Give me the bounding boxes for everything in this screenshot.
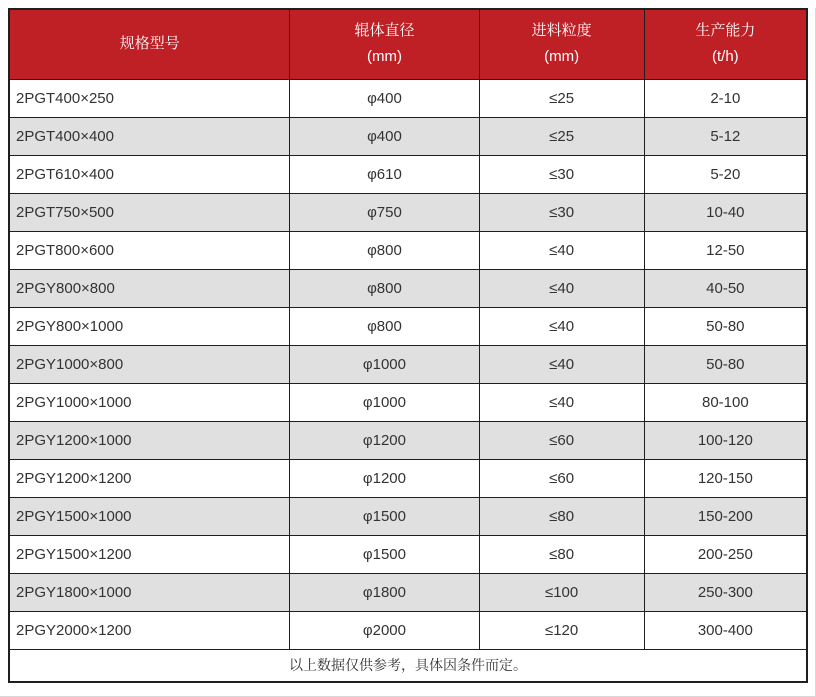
feed-size-cell: ≤60 — [479, 421, 644, 459]
column-header-feed-size-label: 进料粒度 — [531, 22, 592, 40]
capacity-cell: 120-150 — [644, 459, 807, 497]
column-header-capacity-unit: (t/h) — [712, 47, 739, 65]
table-header — [9, 9, 807, 79]
spec-row — [9, 269, 807, 307]
capacity-cell: 2-10 — [644, 79, 807, 117]
capacity-cell: 40-50 — [644, 269, 807, 307]
spec-row — [9, 155, 807, 193]
model-cell: 2PGT400×250 — [9, 79, 290, 117]
column-header-roller-diameter — [290, 9, 479, 79]
spec-row — [9, 497, 807, 535]
footer-note: 以上数据仅供参考，具体因条件而定。 — [9, 649, 807, 682]
capacity-cell: 5-12 — [644, 117, 807, 155]
feed-size-cell: ≤100 — [479, 573, 644, 611]
feed-size-cell: ≤80 — [479, 535, 644, 573]
diameter-cell: φ1500 — [290, 535, 479, 573]
diameter-cell: φ800 — [290, 307, 479, 345]
spec-row — [9, 79, 807, 117]
capacity-cell: 12-50 — [644, 231, 807, 269]
capacity-cell: 250-300 — [644, 573, 807, 611]
model-cell: 2PGT800×600 — [9, 231, 290, 269]
diameter-cell: φ1500 — [290, 497, 479, 535]
spec-table-body — [9, 79, 807, 649]
capacity-cell: 10-40 — [644, 193, 807, 231]
model-cell: 2PGT610×400 — [9, 155, 290, 193]
feed-size-cell: ≤25 — [479, 117, 644, 155]
capacity-cell: 150-200 — [644, 497, 807, 535]
spec-table-container — [8, 8, 808, 683]
capacity-cell: 50-80 — [644, 307, 807, 345]
feed-size-cell: ≤40 — [479, 307, 644, 345]
model-cell: 2PGY1200×1200 — [9, 459, 290, 497]
spec-row — [9, 535, 807, 573]
feed-size-cell: ≤30 — [479, 193, 644, 231]
diameter-cell: φ2000 — [290, 611, 479, 649]
column-header-roller-diameter-unit: (mm) — [366, 47, 402, 65]
model-cell: 2PGY2000×1200 — [9, 611, 290, 649]
feed-size-cell: ≤120 — [479, 611, 644, 649]
feed-size-cell: ≤40 — [479, 269, 644, 307]
diameter-cell: φ610 — [290, 155, 479, 193]
spec-row — [9, 345, 807, 383]
diameter-cell: φ1200 — [290, 459, 479, 497]
column-header-model-label: 规格型号 — [119, 35, 180, 52]
model-cell: 2PGY1000×1000 — [9, 383, 290, 421]
capacity-cell: 100-120 — [644, 421, 807, 459]
column-header-feed-size — [479, 9, 644, 79]
capacity-cell: 5-20 — [644, 155, 807, 193]
spec-row — [9, 117, 807, 155]
table-footer — [9, 649, 807, 682]
model-cell: 2PGT750×500 — [9, 193, 290, 231]
capacity-cell: 50-80 — [644, 345, 807, 383]
spec-row — [9, 193, 807, 231]
diameter-cell: φ1200 — [290, 421, 479, 459]
model-cell: 2PGT400×400 — [9, 117, 290, 155]
spec-row — [9, 231, 807, 269]
capacity-cell: 200-250 — [644, 535, 807, 573]
capacity-cell: 300-400 — [644, 611, 807, 649]
diameter-cell: φ1800 — [290, 573, 479, 611]
feed-size-cell: ≤25 — [479, 79, 644, 117]
column-header-model — [9, 9, 290, 79]
column-header-roller-diameter-label: 辊体直径 — [354, 22, 415, 40]
header-row — [9, 9, 807, 79]
spec-row — [9, 307, 807, 345]
model-cell: 2PGY1800×1000 — [9, 573, 290, 611]
spec-table — [8, 8, 808, 683]
diameter-cell: φ800 — [290, 231, 479, 269]
model-cell: 2PGY1000×800 — [9, 345, 290, 383]
spec-row — [9, 573, 807, 611]
footer-note-row — [9, 649, 807, 682]
spec-row — [9, 611, 807, 649]
feed-size-cell: ≤40 — [479, 383, 644, 421]
diameter-cell: φ800 — [290, 269, 479, 307]
capacity-cell: 80-100 — [644, 383, 807, 421]
column-header-capacity-label: 生产能力 — [695, 22, 756, 40]
diameter-cell: φ1000 — [290, 345, 479, 383]
column-header-feed-size-unit: (mm) — [544, 47, 580, 65]
column-header-capacity — [644, 9, 807, 79]
spec-row — [9, 459, 807, 497]
spec-row — [9, 383, 807, 421]
feed-size-cell: ≤30 — [479, 155, 644, 193]
model-cell: 2PGY800×1000 — [9, 307, 290, 345]
model-cell: 2PGY1200×1000 — [9, 421, 290, 459]
diameter-cell: φ1000 — [290, 383, 479, 421]
spec-row — [9, 421, 807, 459]
feed-size-cell: ≤80 — [479, 497, 644, 535]
diameter-cell: φ400 — [290, 117, 479, 155]
model-cell: 2PGY1500×1200 — [9, 535, 290, 573]
feed-size-cell: ≤60 — [479, 459, 644, 497]
model-cell: 2PGY800×800 — [9, 269, 290, 307]
model-cell: 2PGY1500×1000 — [9, 497, 290, 535]
diameter-cell: φ750 — [290, 193, 479, 231]
feed-size-cell: ≤40 — [479, 345, 644, 383]
feed-size-cell: ≤40 — [479, 231, 644, 269]
diameter-cell: φ400 — [290, 79, 479, 117]
